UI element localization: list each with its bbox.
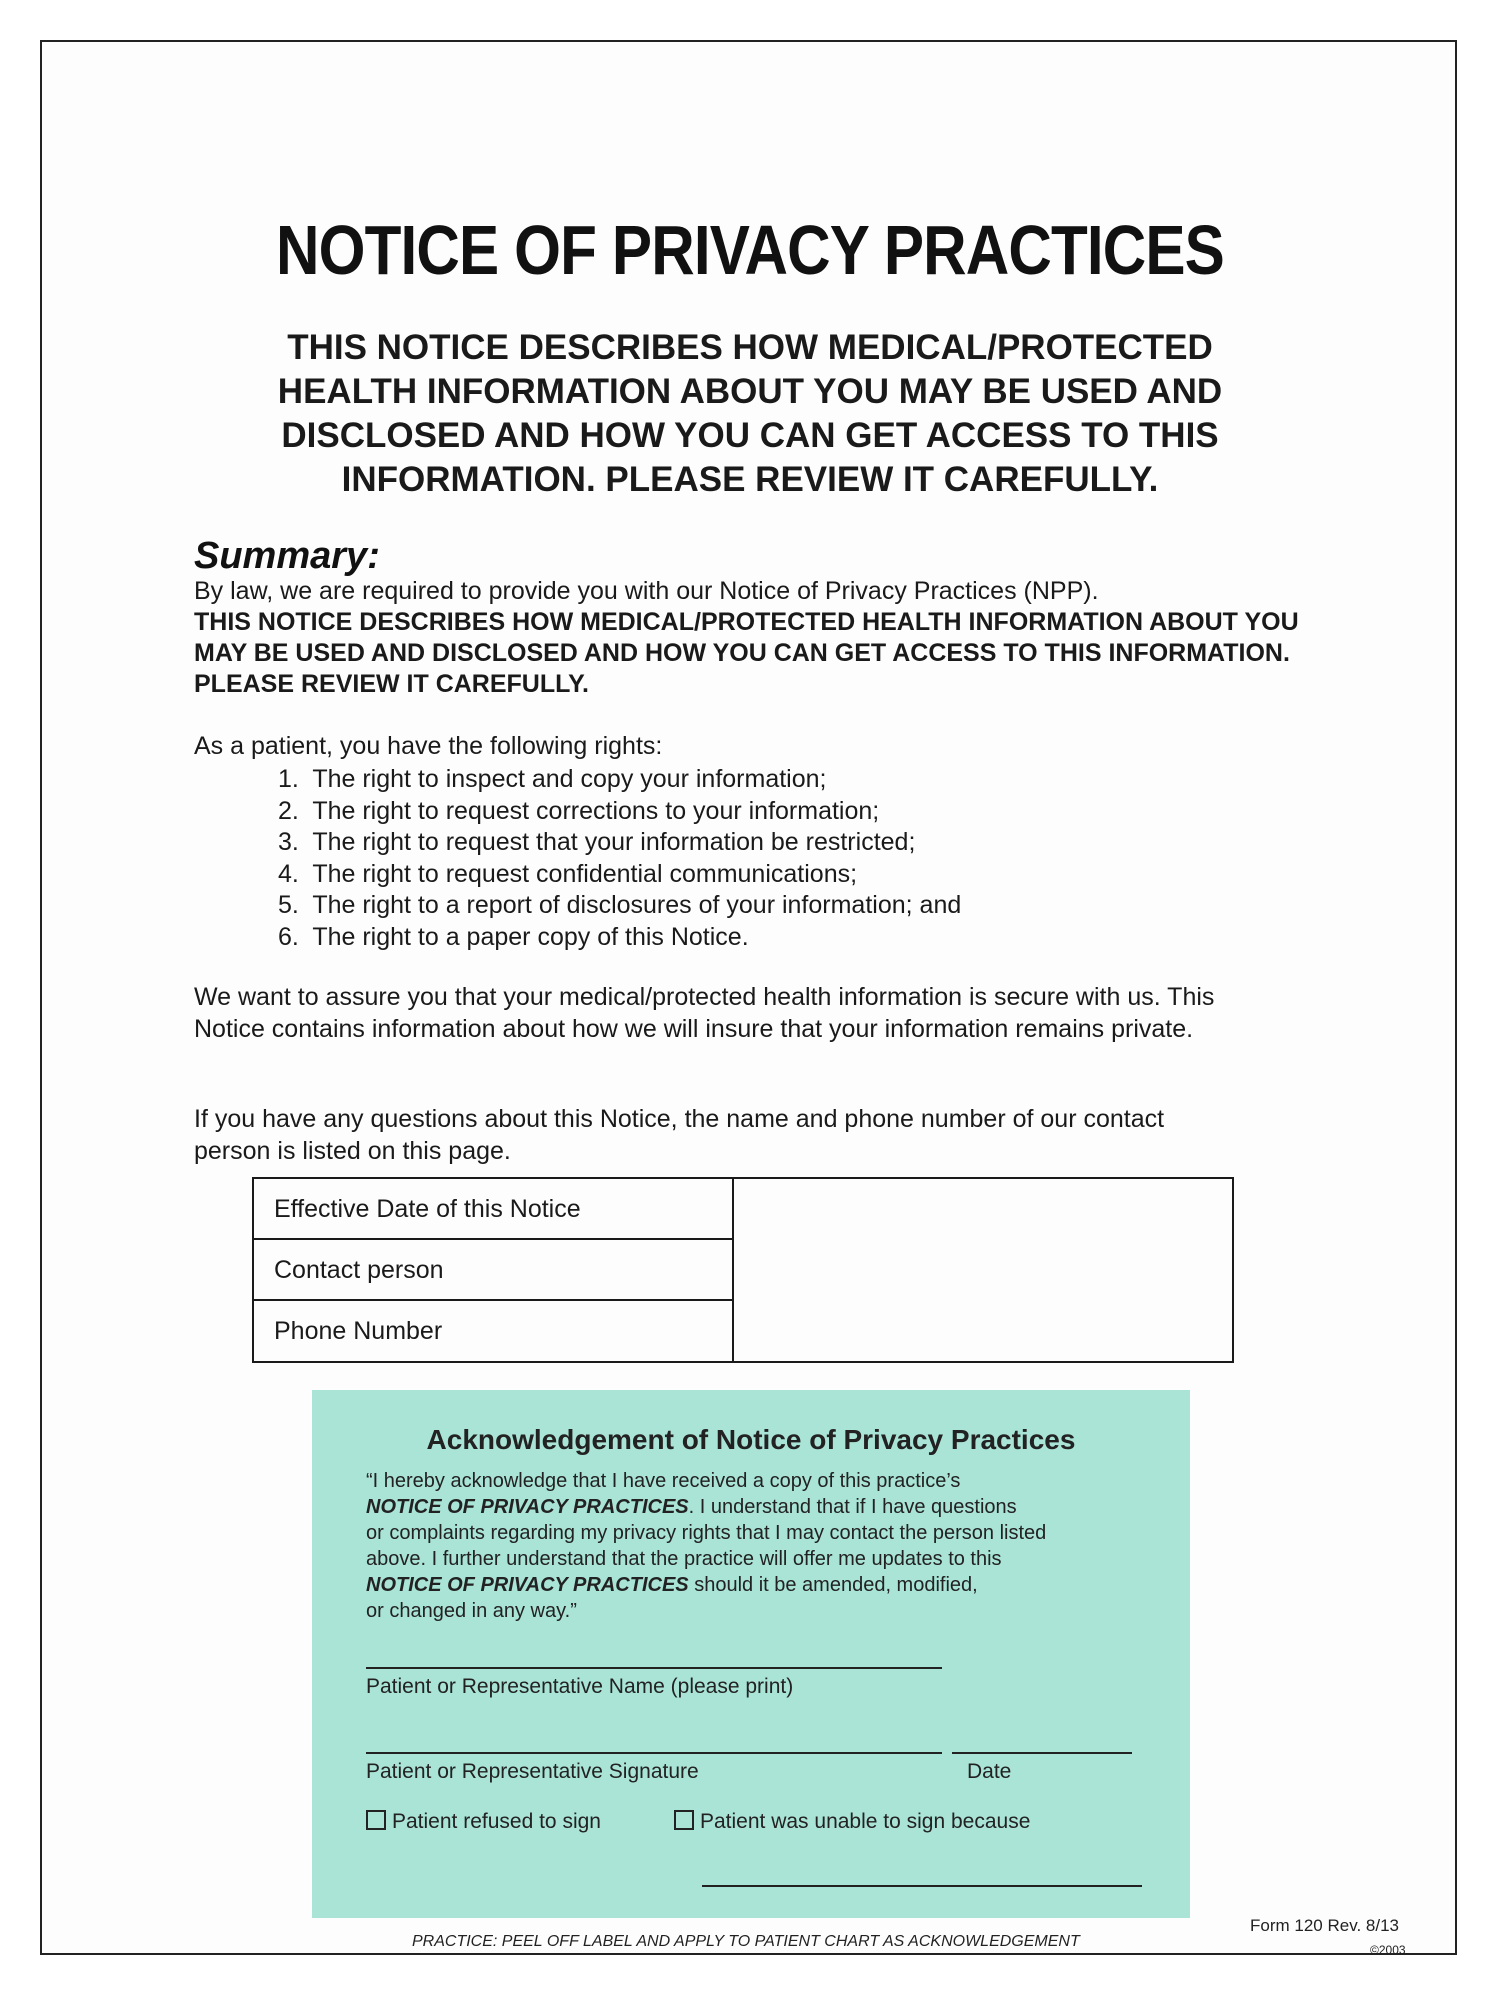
phone-number-label: Phone Number (254, 1301, 734, 1361)
contact-value-field[interactable] (734, 1179, 1232, 1361)
list-item (278, 890, 961, 922)
unable-reason-line-field[interactable] (702, 1885, 1142, 1887)
list-number: 2. (278, 796, 299, 825)
notice-name-emphasis: NOTICE OF PRIVACY PRACTICES (366, 1496, 689, 1518)
signature-line-field[interactable] (366, 1752, 942, 1754)
refused-checkbox[interactable] (366, 1810, 386, 1830)
list-text: The right to inspect and copy your information; (312, 765, 827, 793)
list-number: 5. (278, 891, 299, 919)
copyright-notice: ©2003 (1370, 1943, 1406, 1957)
list-item (278, 827, 961, 859)
list-text: The right to request that your information be restricted; (312, 828, 916, 856)
notice-name-emphasis: NOTICE OF PRIVACY PRACTICES (366, 1574, 689, 1596)
peel-off-note: PRACTICE: PEEL OFF LABEL AND APPLY TO PATIENT CHART AS ACKNOWLEDGEMENT (412, 1933, 1080, 1950)
ack-line: or changed in any way.” (366, 1600, 577, 1622)
name-line-field[interactable] (366, 1667, 942, 1669)
list-text: The right to a paper copy of this Notice. (312, 922, 749, 951)
page-subtitle: THIS NOTICE DESCRIBES HOW MEDICAL/PROTECTED HEALTH INFORMATION ABOUT YOU MAY BE USED AND DISCLOSED AND HOW YOU CAN GET ACCESS TO THIS INFORMATION. PLEASE REVIEW IT CAREFULLY. (277, 328, 1223, 499)
refused-label: Patient refused to sign (392, 1810, 601, 1833)
list-item (278, 796, 961, 828)
ack-line: or complaints regarding my privacy rights that I may contact the person listed (366, 1522, 1047, 1544)
acknowledgement-text (366, 1468, 1146, 1624)
contact-table (252, 1177, 1234, 1363)
list-text: The right to request confidential communications; (312, 859, 858, 888)
questions-paragraph: If you have any questions about this Notice, the name and phone number of our contact person is listed on this page. (194, 1105, 1165, 1165)
ack-line-rest: should it be amended, modified, (688, 1574, 978, 1596)
list-text: The right to request corrections to your information; (312, 796, 880, 825)
summary-intro-bold: THIS NOTICE DESCRIBES HOW MEDICAL/PROTECTED HEALTH INFORMATION ABOUT YOU MAY BE USED AND DISCLOSED AND HOW YOU CAN GET ACCESS TO THIS INFORMATION. PLEASE REVIEW IT CAREFULLY. (194, 608, 1299, 698)
form-number: Form 120 Rev. 8/13 (1250, 1916, 1399, 1935)
signature-field-label: Patient or Representative Signature (366, 1760, 699, 1783)
summary-intro: By law, we are required to provide you with our Notice of Privacy Practices (NPP). (194, 577, 1099, 605)
effective-date-label: Effective Date of this Notice (254, 1179, 734, 1240)
ack-line: “I hereby acknowledge that I have received a copy of this practice’s (366, 1470, 961, 1492)
acknowledgement-title: Acknowledgement of Notice of Privacy Practices (426, 1424, 1076, 1455)
list-item (278, 859, 961, 891)
ack-line: above. I further understand that the practice will offer me updates to this (366, 1548, 1002, 1570)
summary-heading: Summary: (194, 535, 380, 577)
assurance-paragraph: We want to assure you that your medical/protected health information is secure with us. This Notice contains information about how we will insure that your information remains private. (194, 983, 1215, 1043)
list-number: 4. (278, 859, 299, 888)
ack-line-rest: . I understand that if I have questions (688, 1496, 1017, 1518)
date-field-label: Date (967, 1760, 1012, 1783)
ack-line (366, 1494, 1146, 1520)
date-line-field[interactable] (952, 1752, 1132, 1754)
unable-label: Patient was unable to sign because (700, 1810, 1031, 1833)
unable-checkbox[interactable] (674, 1810, 694, 1830)
ack-line (366, 1572, 1146, 1598)
list-number: 6. (278, 922, 299, 951)
list-item (278, 764, 961, 796)
rights-list (278, 764, 961, 953)
contact-person-label: Contact person (254, 1240, 734, 1301)
page-title: NOTICE OF PRIVACY PRACTICES (276, 211, 1224, 289)
name-field-label: Patient or Representative Name (please print) (366, 1675, 794, 1698)
list-number: 1. (278, 765, 299, 793)
rights-intro: As a patient, you have the following rights: (194, 732, 663, 760)
list-text: The right to a report of disclosures of your information; and (312, 891, 962, 919)
list-number: 3. (278, 828, 299, 856)
list-item (278, 922, 961, 954)
acknowledgement-label (312, 1390, 1190, 1918)
